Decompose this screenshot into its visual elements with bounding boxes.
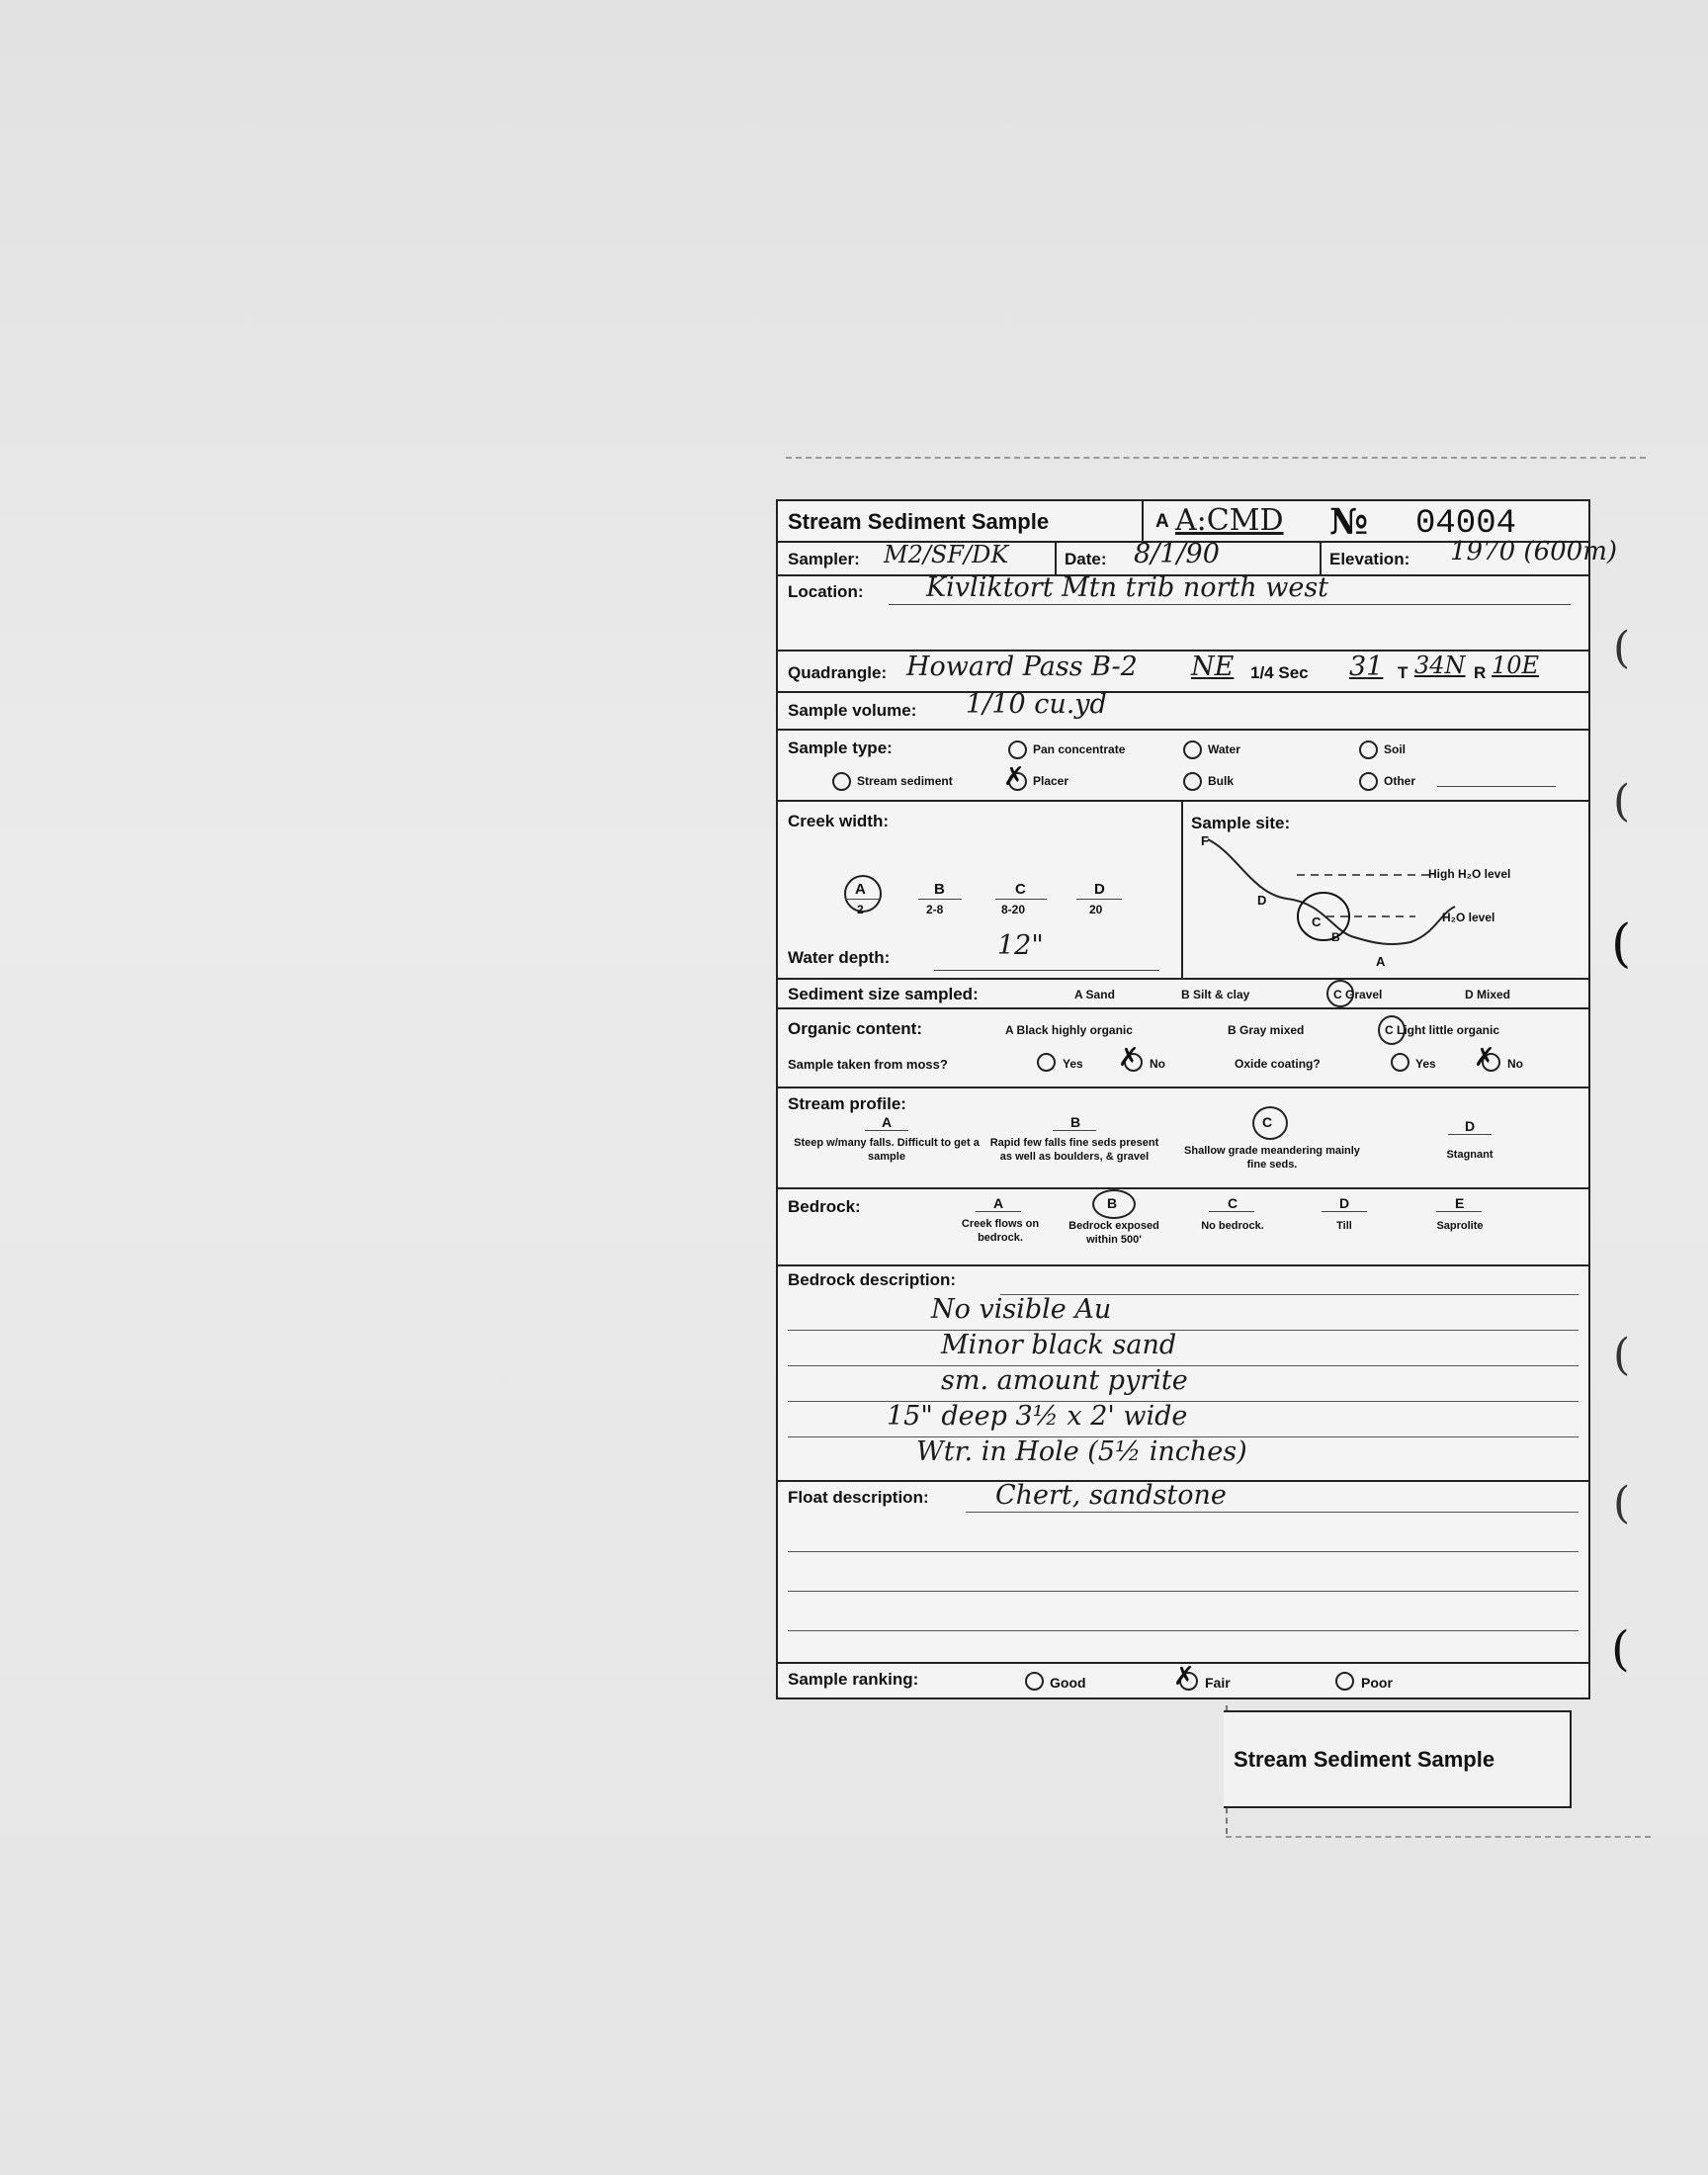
bedrock-desc-line-5: Wtr. in Hole (5½ inches)	[916, 1436, 1247, 1467]
type-other-radio[interactable]	[1359, 772, 1378, 791]
elevation-value: 1970 (600m)	[1450, 537, 1617, 566]
site-letter-c: C	[1312, 914, 1322, 929]
bedrock-desc-line-1: No visible Au	[931, 1294, 1112, 1325]
volume-row: Sample volume: 1/10 cu.yd	[778, 691, 1588, 731]
binder-ring-4: (	[1613, 1330, 1631, 1380]
ranking-poor-radio[interactable]	[1335, 1672, 1354, 1691]
quadrangle-value: Howard Pass B-2	[906, 652, 1138, 682]
tab-label-box	[1224, 1710, 1572, 1808]
location-row: Location: Kivliktort Mtn trib north west	[778, 574, 1588, 652]
site-letter-f: F	[1201, 833, 1209, 848]
binder-ring-6: (	[1611, 1621, 1630, 1677]
fair-checkmark: ✗	[1173, 1662, 1195, 1692]
volume-value: 1/10 cu.yd	[966, 689, 1107, 720]
oxide-no-checkmark: ✗	[1474, 1043, 1495, 1073]
water-depth-value: 12"	[997, 930, 1044, 961]
site-letter-b: B	[1331, 930, 1340, 944]
type-stream-sediment-radio[interactable]	[832, 772, 851, 791]
township-value: 34N	[1414, 652, 1466, 679]
bedrock-description-row: Bedrock description: No visible Au Minor black sand sm. amount pyrite 15" deep 3½ x 2' wide Wtr. in Hole (5½ inches)	[778, 1264, 1588, 1482]
type-soil-radio[interactable]	[1359, 740, 1378, 759]
binder-ring-2: (	[1613, 776, 1631, 826]
tab-title: Stream Sediment Sample	[1234, 1747, 1495, 1772]
sample-form	[776, 499, 1617, 1699]
site-letter-d: D	[1257, 893, 1267, 908]
location-value: Kivliktort Mtn trib north west	[926, 572, 1329, 603]
form-number: 04004	[1415, 505, 1517, 543]
site-letter-a: A	[1376, 954, 1386, 969]
organic-row: Organic content: A Black highly organic B Gray mixed C Light little organic Sample taken from moss? Yes ✗ No Oxide coating? Yes ✗ No	[778, 1007, 1588, 1088]
date-value: 8/1/90	[1134, 539, 1220, 569]
type-water-radio[interactable]	[1183, 740, 1202, 759]
binder-ring-5: (	[1613, 1478, 1631, 1528]
bedrock-row: Bedrock: A Creek flows on bedrock. B Bedrock exposed within 500' C No bedrock. D Till E Saprolite	[778, 1187, 1588, 1266]
sampler-row: Sampler: M2/SF/DK Date: 8/1/90 Elevation: 1970 (600m)	[778, 541, 1588, 576]
creek-site-row: Creek width: A 2 B 2-8 C 8-20 D 20 Water depth: 12" Sample site: F D C B A High H₂O level H₂O level	[778, 800, 1588, 980]
site-high-level: High H₂O level	[1428, 867, 1511, 881]
perforation-top	[786, 457, 1646, 459]
bedrock-desc-line-3: sm. amount pyrite	[941, 1365, 1188, 1396]
perforation-bottom	[1226, 1836, 1651, 1838]
ranking-good-radio[interactable]	[1025, 1672, 1044, 1691]
ranking-row: Sample ranking: Good ✗ Fair Poor	[788, 1662, 1393, 1692]
float-description-row: Float description: Chert, sandstone	[778, 1480, 1588, 1664]
site-water-level: H₂O level	[1442, 911, 1495, 924]
moss-yes-radio[interactable]	[1037, 1053, 1056, 1072]
moss-no-checkmark: ✗	[1118, 1043, 1140, 1073]
binder-ring-1: (	[1613, 623, 1631, 673]
binder-ring-3: (	[1611, 914, 1632, 974]
series-code: A:CMD	[1175, 503, 1284, 538]
sample-site-diagram	[1183, 820, 1588, 978]
sample-type-row: Sample type: Pan concentrate Water Soil Stream sediment ✗ Placer Bulk Other	[778, 729, 1588, 802]
oxide-yes-radio[interactable]	[1391, 1053, 1409, 1072]
bedrock-desc-line-2: Minor black sand	[941, 1330, 1177, 1360]
bedrock-desc-line-4: 15" deep 3½ x 2' wide	[887, 1401, 1188, 1432]
type-bulk-radio[interactable]	[1183, 772, 1202, 791]
profile-row: Stream profile: A Steep w/many falls. Difficult to get a sample B Rapid few falls fine seds present as well as boulders, & gravel C Shallow grade meandering mainly fine seds. D Stagnant	[778, 1087, 1588, 1189]
range-value: 10E	[1492, 652, 1540, 679]
quarter-value: NE	[1191, 652, 1235, 682]
series-prefix: A	[1155, 511, 1169, 532]
number-symbol: №	[1329, 501, 1369, 543]
type-pan-radio[interactable]	[1008, 740, 1027, 759]
form-title: Stream Sediment Sample	[788, 509, 1050, 534]
float-value: Chert, sandstone	[995, 1480, 1227, 1511]
placer-checkmark: ✗	[1003, 762, 1025, 792]
sediment-row: Sediment size sampled: A Sand B Silt & clay C Gravel D Mixed	[778, 978, 1588, 1009]
quadrangle-row: Quadrangle: Howard Pass B-2 NE 1/4 Sec 31 T 34N R 10E	[778, 650, 1588, 693]
section-value: 31	[1349, 652, 1384, 682]
sampler-value: M2/SF/DK	[884, 541, 1009, 568]
